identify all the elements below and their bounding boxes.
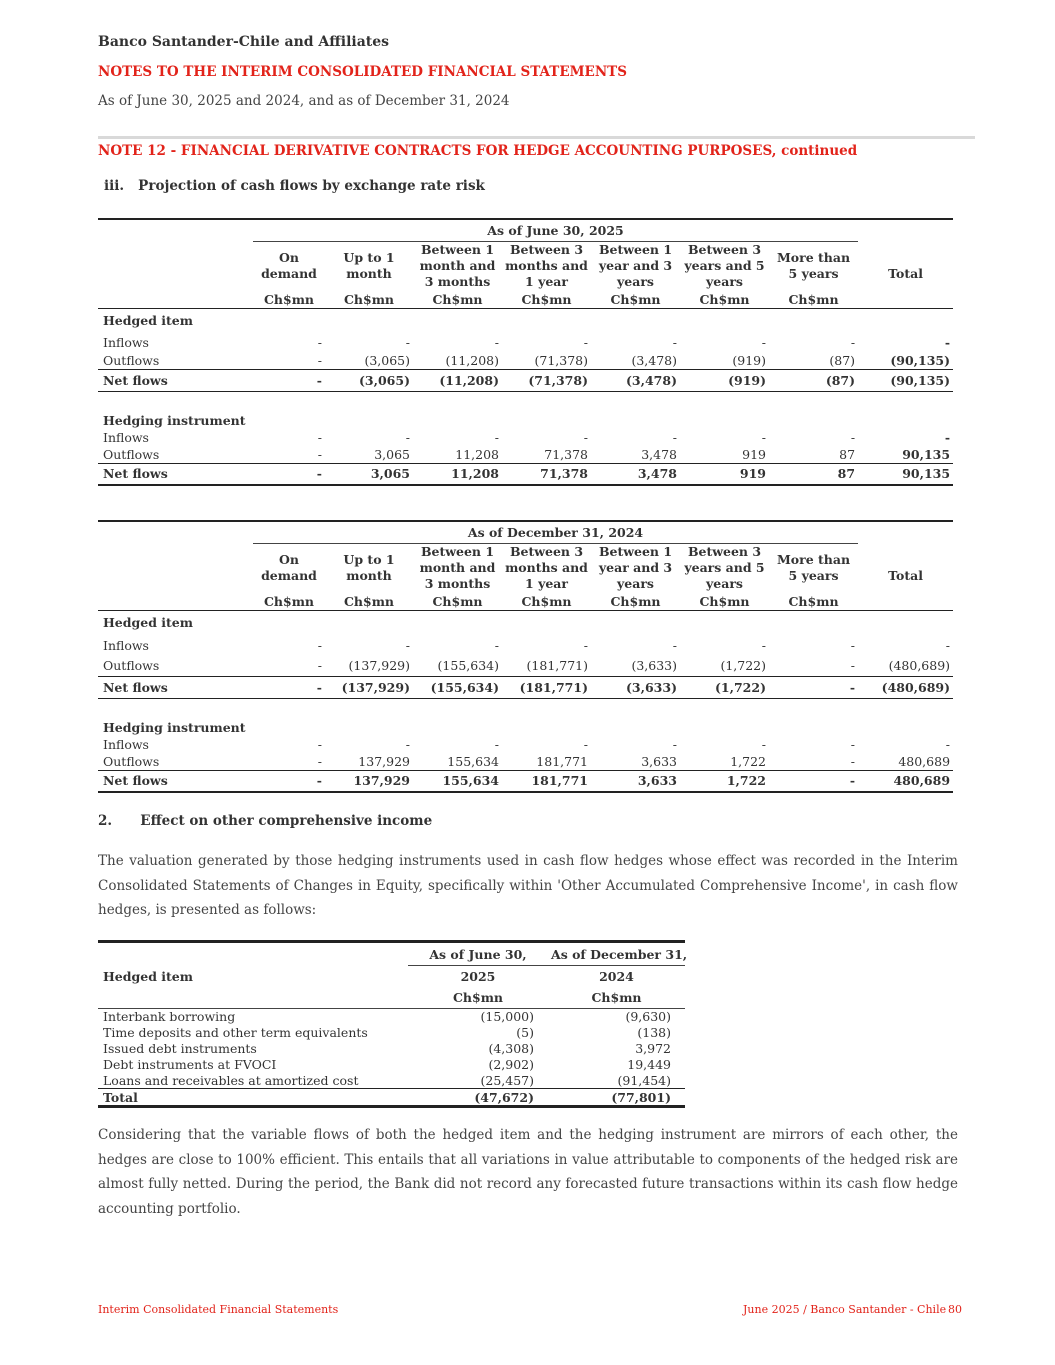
table-cell: (480,689) bbox=[888, 658, 951, 674]
table-cell: - bbox=[494, 334, 499, 350]
table-cell: 71,378 bbox=[544, 446, 588, 462]
table-cell: 181,771 bbox=[536, 753, 588, 769]
table-cell: - bbox=[253, 676, 325, 698]
col-header: Between 3 years and 5 years bbox=[684, 242, 765, 290]
table-cell: - bbox=[405, 334, 410, 350]
table-cell: (137,929) bbox=[348, 658, 410, 674]
group-label: Hedging instrument bbox=[103, 412, 246, 428]
table-cell: (11,208) bbox=[445, 352, 499, 368]
table-cell: 919 bbox=[680, 463, 769, 485]
table-cell: - bbox=[850, 637, 856, 653]
table-cell: (919) bbox=[680, 369, 769, 391]
footer-report: June 2025 / Banco Santander - Chile bbox=[743, 1303, 947, 1316]
footer-title: Interim Consolidated Financial Statements bbox=[98, 1303, 339, 1316]
table-cell: 919 bbox=[742, 446, 766, 462]
group-label: Hedging instrument bbox=[103, 719, 246, 735]
row-label: Net flows bbox=[98, 369, 253, 391]
table-cell: (90,135) bbox=[858, 369, 953, 391]
table-cell: - bbox=[317, 446, 322, 462]
table-cell: (138) bbox=[637, 1025, 671, 1040]
row-label: Outflows bbox=[103, 658, 160, 674]
table-cell: - bbox=[253, 463, 325, 485]
table-cell: - bbox=[945, 637, 951, 653]
unit-label: Ch$mn bbox=[521, 291, 572, 307]
table-cell: - bbox=[583, 737, 588, 752]
unit-label: Ch$mn bbox=[610, 291, 661, 307]
unit-label: Ch$mn bbox=[408, 987, 548, 1009]
row-label: Net flows bbox=[98, 770, 253, 792]
oci-table bbox=[98, 940, 688, 1108]
table-cell: 3,478 bbox=[591, 463, 680, 485]
table-cell: (91,454) bbox=[617, 1072, 671, 1088]
col-header: Between 1 year and 3 years bbox=[598, 242, 673, 290]
table-cell: - bbox=[317, 658, 322, 674]
table-cell: (5) bbox=[516, 1025, 534, 1040]
col-header: Between 3 months and 1 year bbox=[505, 544, 588, 592]
table-cell: (71,378) bbox=[502, 369, 591, 391]
table-cell: - bbox=[317, 334, 322, 350]
table-cell: (137,929) bbox=[325, 676, 413, 698]
table-cell: - bbox=[944, 334, 951, 350]
row-label: Debt instruments at FVOCI bbox=[103, 1057, 277, 1072]
table-cell: - bbox=[317, 637, 322, 653]
unit-label: Ch$mn bbox=[788, 593, 839, 609]
table-cell: 137,929 bbox=[358, 753, 410, 769]
table-cell: - bbox=[672, 430, 677, 445]
table-cell: 90,135 bbox=[902, 446, 951, 462]
table-cell: 155,634 bbox=[447, 753, 499, 769]
table-cell: (2,902) bbox=[488, 1057, 534, 1072]
unit-label: Ch$mn bbox=[548, 987, 685, 1009]
table-cell: - bbox=[850, 658, 856, 674]
table-cell: - bbox=[761, 637, 766, 653]
col-header: Between 1 month and 3 months bbox=[419, 544, 496, 592]
table-cell: - bbox=[945, 737, 951, 752]
col-header: Between 3 years and 5 years bbox=[684, 544, 765, 592]
table-cell: - bbox=[672, 637, 677, 653]
table-cell: 90,135 bbox=[858, 463, 953, 485]
unit-label: Ch$mn bbox=[432, 291, 483, 307]
table-cell: 3,065 bbox=[374, 446, 410, 462]
row-label: Inflows bbox=[103, 637, 149, 653]
table-cell: 3,633 bbox=[641, 753, 677, 769]
table-cell: - bbox=[850, 430, 856, 445]
unit-label: Ch$mn bbox=[343, 593, 395, 609]
table-cell: - bbox=[583, 334, 588, 350]
col-header: As of December 31, bbox=[548, 942, 685, 966]
table-cell: (25,457) bbox=[480, 1072, 534, 1088]
col-year: 2024 bbox=[599, 968, 634, 984]
col-header: Between 3 months and 1 year bbox=[505, 242, 588, 290]
row-label: Outflows bbox=[103, 753, 160, 769]
col-header: More than 5 years bbox=[776, 250, 851, 282]
row-header: Hedged item bbox=[103, 968, 193, 984]
col-year: 2025 bbox=[460, 968, 496, 984]
row-label: Inflows bbox=[103, 334, 149, 350]
table-cell: - bbox=[850, 737, 856, 752]
table-cell: 480,689 bbox=[898, 753, 951, 769]
company-name: Banco Santander-Chile and Affiliates bbox=[98, 34, 390, 50]
col-header: Up to 1 month bbox=[343, 552, 395, 584]
table-cell: (47,672) bbox=[408, 1089, 548, 1107]
col-header: On demand bbox=[261, 250, 317, 282]
table-cell: (11,208) bbox=[413, 369, 502, 391]
table-cell: - bbox=[761, 737, 766, 752]
table-period-header: As of December 31, 2024 bbox=[253, 521, 858, 543]
report-period: As of June 30, 2025 and 2024, and as of December 31, 2024 bbox=[98, 93, 510, 109]
col-header: Between 1 month and 3 months bbox=[419, 242, 496, 290]
table-cell: (15,000) bbox=[408, 1009, 548, 1025]
unit-label: Ch$mn bbox=[610, 593, 661, 609]
closing-paragraph: Considering that the variable flows of both the hedged item and the hedging instrument are mirrors of each other, the hedges are close to 100% efficient. This entails that all variations in value attributable to components of the hedged risk are almost fully netted. During the period, the Bank did not record any forecasted future transactions within its cash flow hedge accounting portfolio. bbox=[98, 1127, 958, 1217]
table-cell: 1,722 bbox=[730, 753, 766, 769]
table-cell: (480,689) bbox=[858, 676, 953, 698]
table-cell: 1,722 bbox=[680, 770, 769, 792]
row-label: Net flows bbox=[98, 463, 253, 485]
cashflow-table-2025 bbox=[98, 218, 953, 486]
col-header: More than 5 years bbox=[776, 552, 851, 584]
table-cell: (181,771) bbox=[526, 658, 588, 674]
table-cell: 3,972 bbox=[635, 1041, 671, 1056]
table-cell: - bbox=[672, 334, 677, 350]
row-label: Outflows bbox=[103, 352, 160, 368]
note-title: NOTE 12 - FINANCIAL DERIVATIVE CONTRACTS FOR HEDGE ACCOUNTING PURPOSES, continued bbox=[98, 143, 858, 159]
table-cell: (9,630) bbox=[548, 1009, 685, 1025]
col-header: Up to 1 month bbox=[343, 250, 395, 282]
unit-label: Ch$mn bbox=[699, 593, 750, 609]
table-cell: - bbox=[494, 737, 499, 752]
unit-label: Ch$mn bbox=[699, 291, 750, 307]
table-cell: (71,378) bbox=[534, 352, 588, 368]
table-cell: 11,208 bbox=[455, 446, 499, 462]
table-cell: 181,771 bbox=[502, 770, 591, 792]
table-cell: (3,065) bbox=[325, 369, 413, 391]
table-cell: 3,633 bbox=[591, 770, 680, 792]
table-cell: - bbox=[253, 369, 325, 391]
table-cell: 19,449 bbox=[627, 1057, 671, 1072]
table-cell: 71,378 bbox=[502, 463, 591, 485]
unit-label: Ch$mn bbox=[432, 593, 483, 609]
row-label: Net flows bbox=[98, 676, 253, 698]
unit-label: Ch$mn bbox=[788, 291, 839, 307]
table-cell: 137,929 bbox=[325, 770, 413, 792]
table-cell: 3,478 bbox=[641, 446, 677, 462]
row-label: Loans and receivables at amortized cost bbox=[103, 1072, 359, 1088]
col-header: Total bbox=[888, 266, 923, 282]
table-cell: - bbox=[317, 430, 322, 445]
notes-title: NOTES TO THE INTERIM CONSOLIDATED FINANCIAL STATEMENTS bbox=[98, 64, 627, 80]
unit-label: Ch$mn bbox=[263, 291, 315, 307]
table-cell: - bbox=[405, 430, 410, 445]
unit-label: Ch$mn bbox=[263, 593, 315, 609]
table-cell: - bbox=[769, 770, 858, 792]
table-cell: - bbox=[317, 352, 322, 368]
section-title: 2. Effect on other comprehensive income bbox=[98, 813, 433, 829]
table-cell: 87 bbox=[769, 463, 858, 485]
table-cell: - bbox=[850, 334, 856, 350]
table-cell: 11,208 bbox=[413, 463, 502, 485]
intro-paragraph: The valuation generated by those hedging instruments used in cash flow hedges whose effect was recorded in the Interim Consolidated Statements of Changes in Equity, specifically within 'Other Accumulated Comprehensive Income', in cash flow hedges, is presented as follows: bbox=[98, 853, 958, 918]
table-cell: - bbox=[583, 637, 588, 653]
table-cell: - bbox=[850, 753, 856, 769]
table-cell: - bbox=[769, 676, 858, 698]
col-header: On demand bbox=[261, 552, 317, 584]
row-label: Interbank borrowing bbox=[98, 1009, 408, 1025]
table-cell: (87) bbox=[769, 369, 858, 391]
table-cell: - bbox=[761, 334, 766, 350]
cashflow-table-2024 bbox=[98, 520, 953, 793]
total-label: Total bbox=[98, 1089, 408, 1107]
table-cell: (90,135) bbox=[890, 352, 951, 368]
table-cell: (87) bbox=[829, 352, 856, 368]
group-label: Hedged item bbox=[98, 308, 253, 332]
table-cell: - bbox=[583, 430, 588, 445]
group-label: Hedged item bbox=[98, 610, 253, 634]
table-cell: (3,065) bbox=[364, 352, 410, 368]
table-cell: 155,634 bbox=[413, 770, 502, 792]
section-subtitle: iii. Projection of cash flows by exchange rate risk bbox=[104, 178, 485, 194]
table-cell: 87 bbox=[839, 446, 856, 462]
row-label: Time deposits and other term equivalents bbox=[103, 1025, 368, 1040]
table-cell: - bbox=[405, 637, 410, 653]
table-cell: (4,308) bbox=[488, 1041, 534, 1056]
table-cell: (3,478) bbox=[591, 369, 680, 391]
col-header: Between 1 year and 3 years bbox=[598, 544, 673, 592]
table-cell: (155,634) bbox=[413, 676, 502, 698]
table-cell: - bbox=[672, 737, 677, 752]
table-cell: - bbox=[761, 430, 766, 445]
table-cell: (919) bbox=[732, 352, 766, 368]
row-label: Inflows bbox=[103, 430, 149, 445]
table-cell: (3,633) bbox=[591, 676, 680, 698]
table-cell: (181,771) bbox=[502, 676, 591, 698]
table-cell: (3,633) bbox=[631, 658, 677, 674]
table-cell: - bbox=[494, 430, 499, 445]
table-period-header: As of June 30, 2025 bbox=[253, 219, 858, 241]
table-cell: (3,478) bbox=[631, 352, 677, 368]
table-cell: - bbox=[944, 430, 951, 445]
col-header: Total bbox=[888, 568, 923, 584]
page-number: 80 bbox=[948, 1303, 962, 1316]
table-cell: - bbox=[317, 737, 322, 752]
unit-label: Ch$mn bbox=[343, 291, 395, 307]
row-label: Issued debt instruments bbox=[103, 1041, 257, 1056]
table-cell: (77,801) bbox=[548, 1089, 685, 1107]
table-cell: - bbox=[405, 737, 410, 752]
table-cell: (155,634) bbox=[437, 658, 499, 674]
header-divider bbox=[98, 136, 975, 139]
table-cell: - bbox=[317, 753, 322, 769]
table-cell: (1,722) bbox=[680, 676, 769, 698]
row-label: Inflows bbox=[103, 737, 149, 752]
col-header: As of June 30, bbox=[408, 942, 548, 966]
table-cell: - bbox=[494, 637, 499, 653]
table-cell: 3,065 bbox=[325, 463, 413, 485]
table-cell: 480,689 bbox=[858, 770, 953, 792]
table-cell: - bbox=[253, 770, 325, 792]
unit-label: Ch$mn bbox=[521, 593, 572, 609]
row-label: Outflows bbox=[103, 446, 160, 462]
table-cell: (1,722) bbox=[720, 658, 766, 674]
